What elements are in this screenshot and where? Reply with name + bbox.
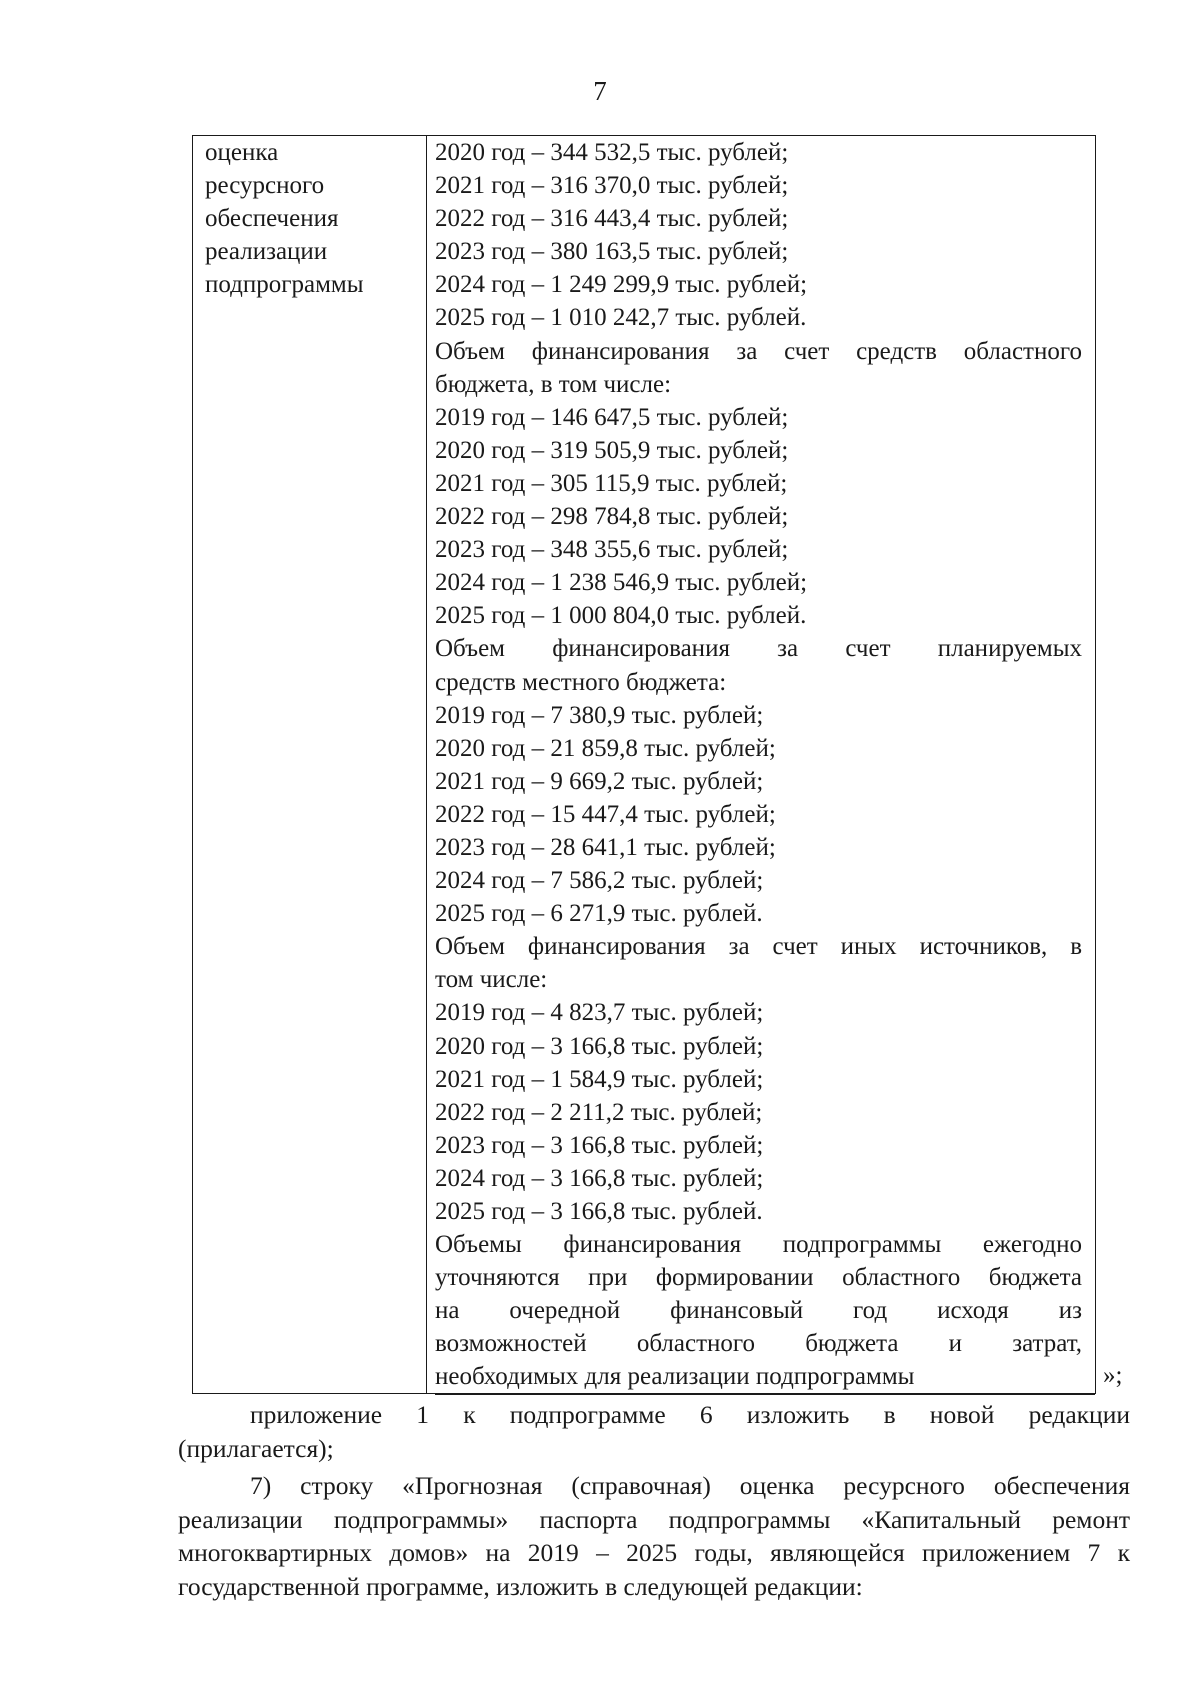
funding-line: 2021 год – 305 115,9 тыс. рублей; [435, 469, 788, 497]
paragraph-line: многоквартирных домов» на 2019 – 2025 годы, являющейся приложением 7 к [178, 1538, 1130, 1567]
row-value-cell [435, 136, 1082, 1395]
funding-line: 2020 год – 319 505,9 тыс. рублей; [435, 436, 789, 464]
funding-line: 2024 год – 1 249 299,9 тыс. рублей; [435, 271, 808, 299]
funding-line: 2019 год – 7 380,9 тыс. рублей; [435, 701, 764, 729]
funding-line: 2022 год – 316 443,4 тыс. рублей; [435, 205, 789, 233]
funding-line: 2021 год – 316 370,0 тыс. рублей; [435, 172, 789, 200]
funding-line: 2024 год – 3 166,8 тыс. рублей; [435, 1164, 764, 1192]
passport-table [192, 135, 1096, 1394]
note-line: уточняются при формировании областного бюджета [435, 1264, 1082, 1292]
funding-line: 2025 год – 6 271,9 тыс. рублей. [435, 900, 763, 928]
paragraph-line: приложение 1 к подпрограмме 6 изложить в новой редакции [250, 1400, 1130, 1429]
funding-line: 2022 год – 2 211,2 тыс. рублей; [435, 1098, 763, 1126]
funding-line: 2023 год – 380 163,5 тыс. рублей; [435, 238, 789, 266]
note-line: возможностей областного бюджета и затрат, [435, 1330, 1082, 1358]
section-heading-line: средств местного бюджета: [435, 668, 727, 696]
note-line: Объемы финансирования подпрограммы ежегодно [435, 1231, 1082, 1259]
funding-line: 2025 год – 3 166,8 тыс. рублей. [435, 1198, 763, 1225]
paragraph-line: (прилагается); [178, 1433, 334, 1463]
funding-line: 2025 год – 1 000 804,0 тыс. рублей. [435, 602, 807, 630]
page-number: 7 [593, 76, 607, 106]
funding-line: 2019 год – 4 823,7 тыс. рублей; [435, 999, 764, 1027]
funding-line: 2020 год – 344 532,5 тыс. рублей; [435, 139, 789, 166]
paragraph-appendix [178, 1398, 1130, 1465]
row-label-line: реализации [205, 238, 328, 265]
column-divider [426, 136, 427, 1393]
funding-line: 2024 год – 7 586,2 тыс. рублей; [435, 867, 764, 895]
row-label-line: ресурсного [205, 172, 325, 199]
section-heading-line: Объем финансирования за счет иных источников, в [435, 933, 1082, 961]
funding-line: 2024 год – 1 238 546,9 тыс. рублей; [435, 569, 808, 597]
funding-line: 2021 год – 1 584,9 тыс. рублей; [435, 1065, 764, 1093]
section-heading-line: Объем финансирования за счет планируемых [435, 635, 1082, 663]
funding-line: 2020 год – 21 859,8 тыс. рублей; [435, 734, 776, 762]
paragraph-item-7 [178, 1469, 1130, 1603]
paragraph-line: 7) строку «Прогнозная (справочная) оценка ресурсного обеспечения [250, 1471, 1130, 1500]
note-last-line: необходимых для реализации подпрограммы [435, 1360, 1095, 1394]
funding-line: 2023 год – 348 355,6 тыс. рублей; [435, 536, 789, 564]
funding-line: 2025 год – 1 010 242,7 тыс. рублей. [435, 304, 807, 332]
section-heading-line: Объем финансирования за счет средств областного [435, 337, 1082, 365]
row-label-line: оценка [205, 139, 279, 166]
closing-quote: »; [1103, 1362, 1123, 1389]
funding-line: 2023 год – 3 166,8 тыс. рублей; [435, 1131, 764, 1159]
row-label-line: подпрограммы [205, 271, 364, 298]
row-label-line: обеспечения [205, 205, 339, 232]
funding-line: 2022 год – 15 447,4 тыс. рублей; [435, 800, 776, 828]
section-heading-line: бюджета, в том числе: [435, 370, 672, 398]
paragraph-line: государственной программе, изложить в следующей редакции: [178, 1571, 863, 1601]
funding-line: 2022 год – 298 784,8 тыс. рублей; [435, 503, 789, 531]
row-label-cell [205, 136, 420, 301]
funding-line: 2020 год – 3 166,8 тыс. рублей; [435, 1032, 764, 1060]
funding-line: 2023 год – 28 641,1 тыс. рублей; [435, 833, 776, 861]
paragraph-line: реализации подпрограммы» паспорта подпрограммы «Капитальный ремонт [178, 1504, 1130, 1534]
funding-line: 2021 год – 9 669,2 тыс. рублей; [435, 767, 764, 795]
section-heading-line: том числе: [435, 966, 548, 994]
funding-line: 2019 год – 146 647,5 тыс. рублей; [435, 403, 789, 431]
note-line: на очередной финансовый год исходя из [435, 1297, 1082, 1325]
